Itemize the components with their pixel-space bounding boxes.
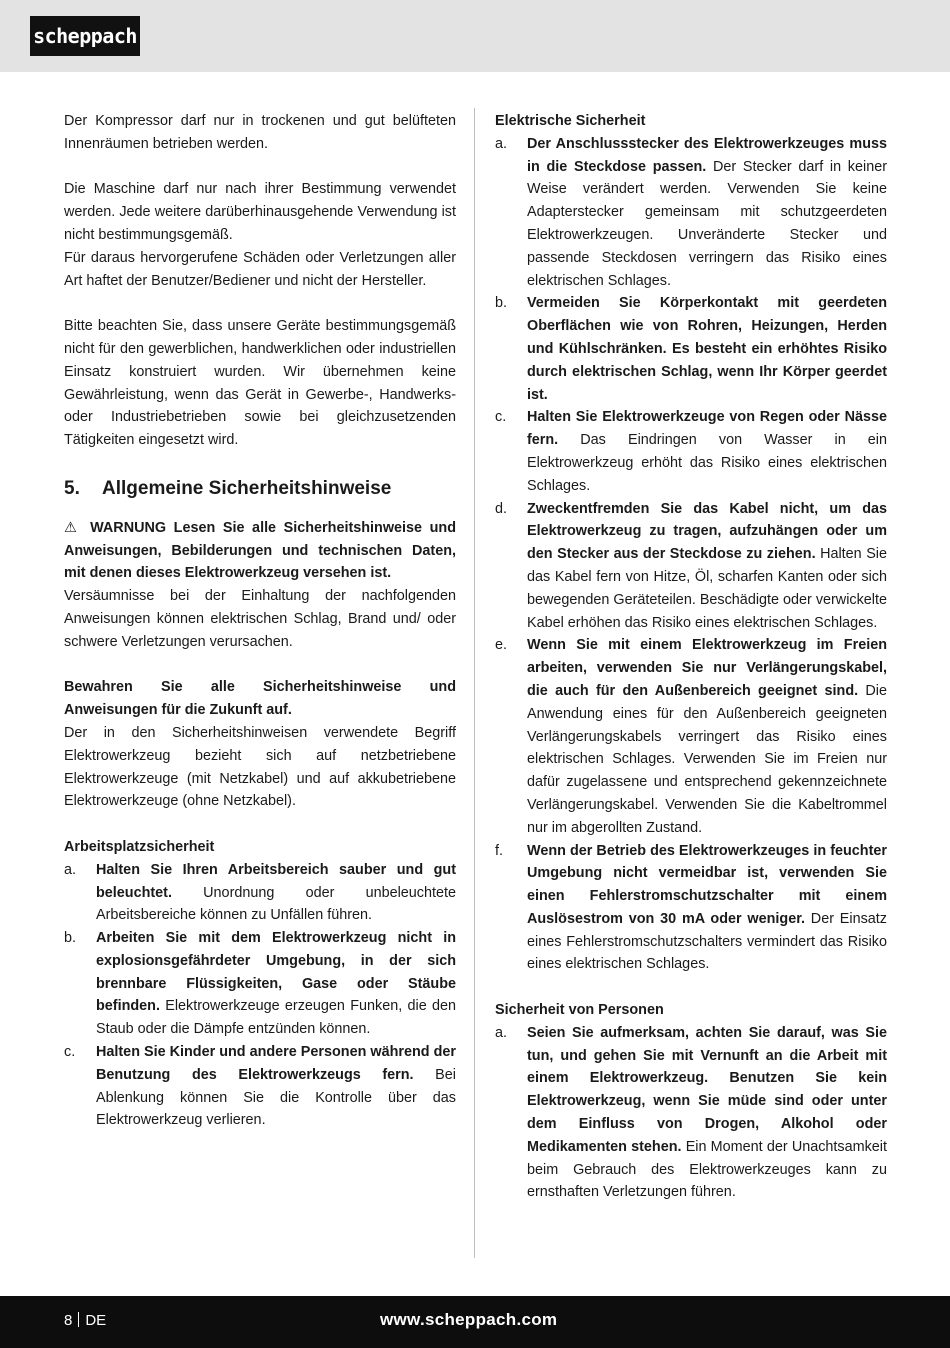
list-marker: f. xyxy=(495,842,503,859)
electric-safety-block xyxy=(495,110,887,976)
list-item xyxy=(64,1041,456,1132)
language-code: DE xyxy=(85,1312,107,1329)
commercial-use-paragraph: Bitte beachten Sie, dass unsere Geräte bestimmungsgemäß nicht für den gewerblichen, handwerklichen oder industriellen Einsatz konstruiert wurden. Wir übernehmen keine Gewährleistung, wenn das Gerät in Gewerbe-, Handwerks- oder Industriebetrieben sowie bei gleichzusetzenden Tätigkeiten eingesetzt wird. xyxy=(64,318,456,449)
list-item xyxy=(64,859,456,927)
list-item xyxy=(495,840,887,977)
list-item-bold: Wenn Sie mit einem Elektrowerkzeug im Freien arbeiten, verwenden Sie nur Verlängerungskabel, die auch für den Außenbereich geeignet sind. xyxy=(527,637,887,699)
list-item-bold: Arbeiten Sie mit dem Elektrowerkzeug nicht in explosionsgefährdeter Umgebung, in der sich brennbare Flüssigkeiten, Gase oder Stäube befinden. xyxy=(96,930,456,1015)
website-link[interactable]: www.scheppach.com xyxy=(380,1310,558,1329)
list-item xyxy=(495,133,887,293)
header-band xyxy=(0,0,950,72)
footer-band xyxy=(0,1296,950,1348)
list-marker: c. xyxy=(64,1044,76,1061)
list-item-text: Unordnung oder unbeleuchtete Arbeitsbereiche können zu Unfällen führen. xyxy=(96,884,456,924)
right-column xyxy=(495,110,887,1227)
page-indicator xyxy=(64,1310,106,1332)
list-item-bold: Vermeiden Sie Körperkontakt mit geerdeten Oberflächen wie von Rohren, Heizungen, Herden und Kühlschränken. Es besteht ein erhöhtes Risiko durch elektrischen Schlag, wenn Ihr Körper geerdet ist. xyxy=(527,295,887,403)
list-item-bold: Halten Sie Ihren Arbeitsbereich sauber und gut beleuchtet. xyxy=(96,861,456,901)
list-item xyxy=(495,1022,887,1204)
keep-instructions-bold: Bewahren Sie alle Sicherheitshinweise und Anweisungen für die Zukunft auf. xyxy=(64,679,456,719)
list-item-bold: Zweckentfremden Sie das Kabel nicht, um das Elektrowerkzeug zu tragen, aufzuhängen oder um den Stecker aus der Steckdose zu ziehen. xyxy=(527,500,887,563)
warning-lead xyxy=(64,517,456,585)
warning-bold-text: WARNUNG Lesen Sie alle Sicherheitshinweise und Anweisungen, Bebilderungen und technischen Daten, mit denen dieses Elektrowerkzeug versehen ist. xyxy=(64,519,457,582)
list-item xyxy=(495,292,887,406)
list-item xyxy=(64,927,456,1041)
list-item-bold: Wenn der Betrieb des Elektrowerkzeuges in feuchter Umgebung nicht vermeidbar ist, verwenden Sie einen Fehlerstromschutzschalter mit einem Auslösestrom von 30 mA oder weniger. xyxy=(527,842,887,927)
list-item xyxy=(495,634,887,839)
keep-instructions-block xyxy=(64,676,456,813)
list-item-bold: Seien Sie aufmerksam, achten Sie darauf, was Sie tun, und gehen Sie mit Vernunft an die Arbeit mit einem Elektrowerkzeug. Benutzen Sie kein Elektrowerkzeug, wenn Sie müde sind oder unter dem Einfluss von Drogen, Alkohol oder Medikamenten stehen. xyxy=(527,1024,887,1155)
list-item-text: Elektrowerkzeuge erzeugen Funken, die den Staub oder die Dämpfe entzünden können. xyxy=(96,998,456,1038)
list-marker: d. xyxy=(495,500,508,517)
list-marker: b. xyxy=(64,930,77,947)
list-item xyxy=(495,406,887,497)
workplace-safety-list xyxy=(64,859,456,1133)
list-item xyxy=(495,498,887,635)
personal-safety-list xyxy=(495,1022,887,1204)
list-item-text: Das Eindringen von Wasser in ein Elektrowerkzeug erhöht das Risiko eines elektrischen Schlages. xyxy=(527,432,887,494)
section-title: Allgemeine Sicherheitshinweise xyxy=(102,477,392,499)
list-item-text: Ein Moment der Unachtsamkeit beim Gebrauch des Elektrowerkzeuges kann zu ernsthaften Verletzungen führen. xyxy=(527,1138,887,1201)
list-item-text: Der Einsatz eines Fehlerstromschutzschalters vermindert das Risiko eines elektrischen Schlages. xyxy=(527,910,887,973)
keep-instructions-text: Der in den Sicherheitshinweisen verwendete Begriff Elektrowerkzeug bezieht sich auf netzbetriebene Elektrowerkzeuge (mit Netzkabel) und auf akkubetriebene Elektrowerkzeuge (ohne Netzkabel). xyxy=(64,724,456,810)
workplace-safety-heading: Arbeitsplatzsicherheit xyxy=(64,838,215,855)
usage-block xyxy=(64,178,456,292)
section-heading xyxy=(64,475,456,503)
electric-safety-list xyxy=(495,133,887,976)
list-marker: e. xyxy=(495,637,508,654)
list-item-bold: Halten Sie Elektrowerkzeuge von Regen oder Nässe fern. xyxy=(527,409,887,449)
list-item-text: Der Stecker darf in keiner Weise verändert werden. Verwenden Sie keine Adapterstecker gemeinsam mit schutzgeerdeten Elektrowerkzeugen. Unveränderte Stecker und passende Steckdosen verringern das Risiko eines elektrischen Schlages. xyxy=(527,158,887,289)
workplace-safety-block xyxy=(64,836,456,1132)
list-item-bold: Der Anschlussstecker des Elektrowerkzeuges muss in die Steckdose passen. xyxy=(527,135,887,175)
list-marker: a. xyxy=(495,1024,508,1041)
list-marker: c. xyxy=(495,409,507,426)
list-item-text: Halten Sie das Kabel fern von Hitze, Öl, scharfen Kanten oder sich bewegenden Geräteteilen. Beschädigte oder verwickelte Kabel erhöhen das Risiko eines elektrischen Schlages. xyxy=(527,546,887,631)
list-item-bold: Halten Sie Kinder und andere Personen während der Benutzung des Elektrowerkzeugs fern. xyxy=(96,1044,456,1083)
liability-paragraph: Für daraus hervorgerufene Schäden oder Verletzungen aller Art haftet der Benutzer/Bediener und nicht der Hersteller. xyxy=(64,249,456,289)
section-number: 5. xyxy=(64,477,80,499)
warning-text: Versäumnisse bei der Einhaltung der nachfolgenden Anweisungen können elektrischen Schlag, Brand und/ oder schwere Verletzungen verursachen. xyxy=(64,588,456,650)
list-item-text: Bei Ablenkung können Sie die Kontrolle über das Elektrowerkzeug verlieren. xyxy=(96,1066,456,1129)
warning-triangle-icon: ⚠ xyxy=(64,519,81,536)
usage-paragraph-1: Der Kompressor darf nur in trockenen und gut belüfteten Innenräumen betrieben werden. xyxy=(64,113,456,152)
page-number: 8 xyxy=(64,1312,73,1329)
usage-paragraph-2: Die Maschine darf nur nach ihrer Bestimmung verwendet werden. Jede weitere darüberhinausgehende Verwendung ist nicht bestimmungsgemäß. xyxy=(64,181,456,243)
column-divider xyxy=(474,108,475,1258)
list-marker: a. xyxy=(64,861,77,878)
page-separator xyxy=(78,1312,79,1327)
list-marker: b. xyxy=(495,295,508,312)
personal-safety-heading: Sicherheit von Personen xyxy=(495,1002,664,1019)
list-item-text: Die Anwendung eines für den Außenbereich geeigneten Verlängerungskabels verringert das Risiko eines elektrischen Schlages. Verwenden Sie im Freien nur dafür zugelassene und entsprechend gekennzeichnete Verlängerungskabel. Verwenden Sie die Kabeltrommel nur im abgerollten Zustand. xyxy=(527,682,887,836)
warning-block xyxy=(64,517,456,654)
personal-safety-block xyxy=(495,999,887,1204)
list-marker: a. xyxy=(495,135,508,152)
electric-safety-heading: Elektrische Sicherheit xyxy=(495,113,646,129)
scheppach-logo: scheppach xyxy=(30,16,140,56)
left-column xyxy=(64,110,456,1155)
